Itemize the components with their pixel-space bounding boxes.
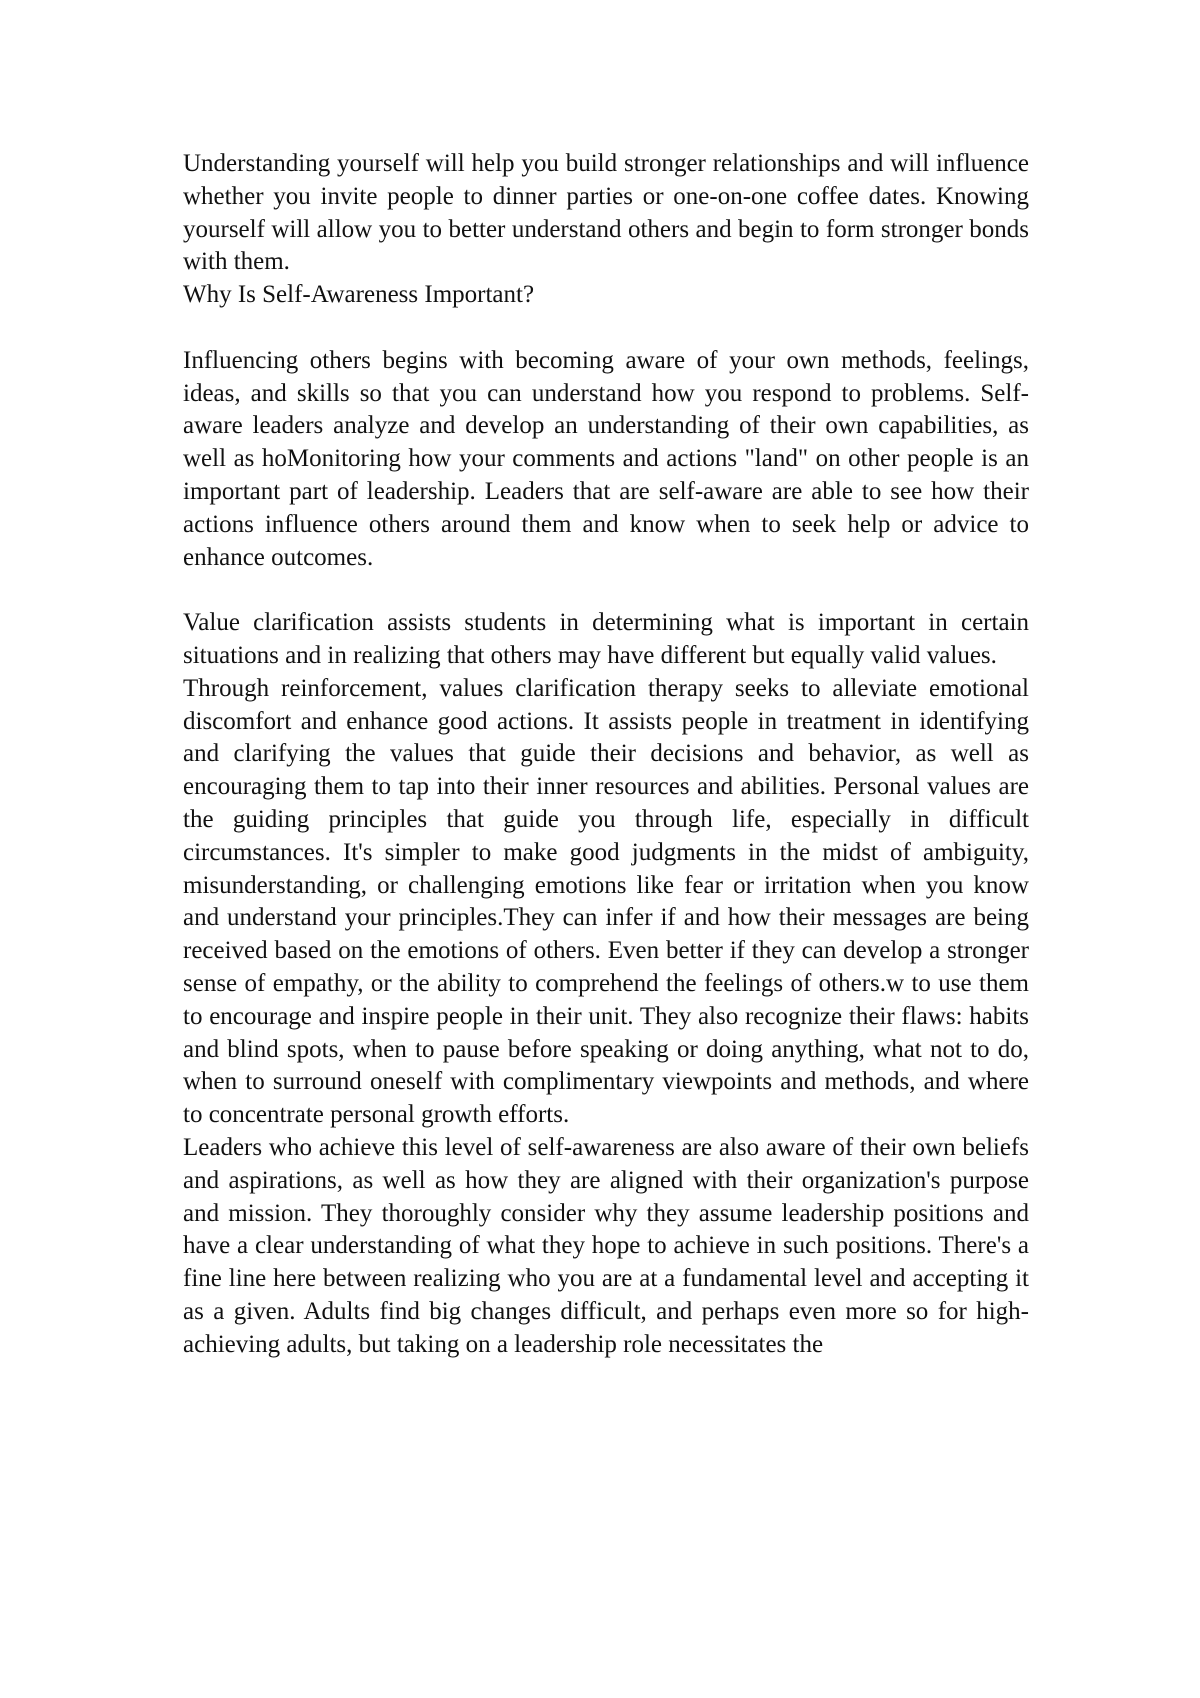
section-heading: Why Is Self-Awareness Important? [183,281,535,309]
document-body [183,148,1029,1361]
paragraph-leaders-self-awareness: Leaders who achieve this level of self-awareness are also aware of their own beliefs and aspirations, as well as how they are aligned with their organization's purpose and mission. They thoroughly consider why they assume leadership positions and have a clear understanding of what they hope to achieve in such positions. There's a fine line here between realizing who you are at a fundamental level and accepting it as a given. Adults find big changes difficult, and perhaps even more so for high-achieving adults, but taking on a leadership role necessitates the [183,1133,1029,1358]
paragraph-understanding-yourself: Understanding yourself will help you build stronger relationships and will influence whether you invite people to dinner parties or one-on-one coffee dates. Knowing yourself will allow you to better understand others and begin to form stronger bonds with them. [183,150,1029,276]
paragraph-influencing-others: Influencing others begins with becoming aware of your own methods, feelings, ideas, and skills so that you can understand how you respond to problems. Self-aware leaders analyze and develop an understanding of their own capabilities, as well as hoMonitoring how your comments and actions "land" on other people is an important part of leadership. Leaders that are self-aware are able to see how their actions influence others around them and know when to seek help or advice to enhance outcomes. [183,346,1029,571]
paragraph-reinforcement: Through reinforcement, values clarification therapy seeks to alleviate emotional discomfort and enhance good actions. It assists people in treatment in identifying and clarifying the values that guide their decisions and behavior, as well as encouraging them to tap into their inner resources and abilities. Personal values are the guiding principles that guide you through life, especially in difficult circumstances. It's simpler to make good judgments in the midst of ambiguity, misunderstanding, or challenging emotions like fear or irritation when you know and understand your principles.They can infer if and how their messages are being received based on the emotions of others. Even better if they can develop a stronger sense of empathy, or the ability to comprehend the feelings of others.w to use them to encourage and inspire people in their unit. They also recognize their flaws: habits and blind spots, when to pause before speaking or doing anything, what not to do, when to surround oneself with complimentary viewpoints and methods, and where to concentrate personal growth efforts. [183,674,1029,1129]
paragraph-value-clarification: Value clarification assists students in determining what is important in certain situations and in realizing that others may have different but equally valid values. [183,609,1029,669]
